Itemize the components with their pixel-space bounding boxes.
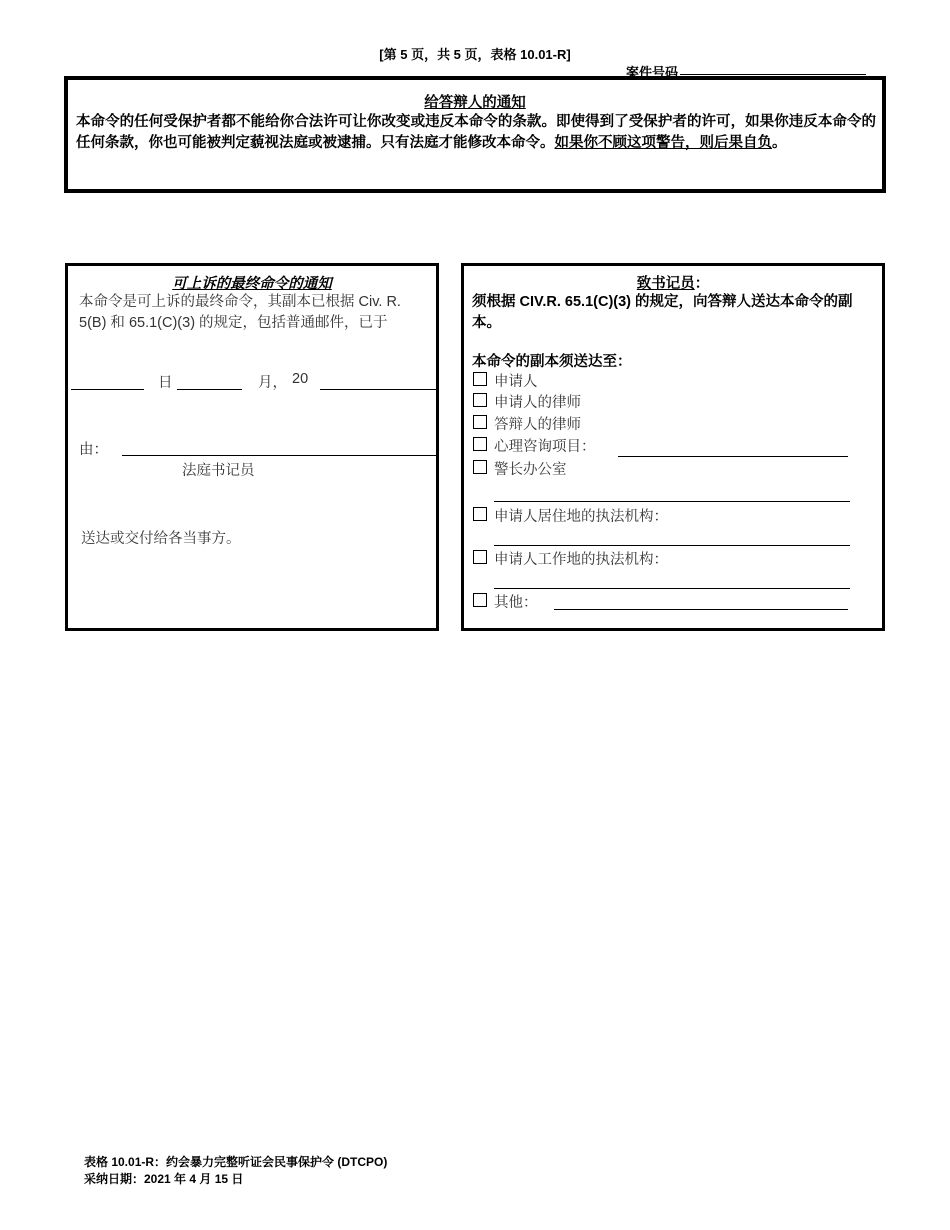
petitioner-attorney-label: 申请人的律师 xyxy=(494,395,581,411)
counseling-program-checkbox[interactable] xyxy=(473,437,487,451)
notice-end: 。 xyxy=(772,135,787,151)
clerk-title-text: 致书记员 xyxy=(636,276,695,292)
year-prefix: 20 xyxy=(292,371,309,387)
counseling-program-label: 心理咨询项目： xyxy=(494,439,596,455)
clerk-panel xyxy=(461,263,885,631)
work-agency-checkbox[interactable] xyxy=(473,550,487,564)
residence-agency-label: 申请人居住地的执法机构： xyxy=(494,509,668,525)
petitioner-checkbox[interactable] xyxy=(473,372,487,386)
day-label: 日 xyxy=(158,375,173,391)
case-number-field[interactable] xyxy=(680,74,866,75)
month-field[interactable] xyxy=(177,389,242,390)
copies-label: 本命令的副本须送达至： xyxy=(472,354,632,370)
court-clerk-label: 法庭书记员 xyxy=(182,463,255,479)
counseling-program-field[interactable] xyxy=(618,456,848,457)
served-text: 送达或交付给各当事方。 xyxy=(81,531,241,547)
appeal-title: 可上诉的最终命令的通知 xyxy=(172,276,332,292)
appeal-body: 本命令是可上诉的最终命令，其副本已根据 Civ. R. 5(B) 和 65.1(C)(3) 的规定，包括普通邮件，已于 xyxy=(79,294,401,331)
residence-agency-checkbox[interactable] xyxy=(473,507,487,521)
work-agency-field[interactable] xyxy=(494,588,850,589)
case-number-label: 案件号码 xyxy=(626,65,679,80)
other-field[interactable] xyxy=(554,609,848,610)
sheriff-office-label: 警长办公室 xyxy=(494,462,567,478)
day-field[interactable] xyxy=(71,389,144,390)
clerk-title xyxy=(464,272,882,293)
petitioner-attorney-checkbox[interactable] xyxy=(473,393,487,407)
appealable-order-panel xyxy=(65,263,439,631)
notice-to-respondent-box xyxy=(64,76,886,193)
other-checkbox[interactable] xyxy=(473,593,487,607)
clerk-title-colon: ： xyxy=(694,276,710,292)
other-label: 其他： xyxy=(494,595,538,611)
notice-warning: 如果你不顾这项警告，则后果自负 xyxy=(554,135,772,151)
clerk-instruction: 须根据 CIV.R. 65.1(C)(3) 的规定，向答辩人送达本命令的副本。 xyxy=(472,294,853,331)
work-agency-label: 申请人工作地的执法机构： xyxy=(494,552,668,568)
notice-body-text: 本命令的任何受保护者都不能给你合法许可让你改变或违反本命令的条款。即使得到了受保护者的许可，如果你违反本命令的任何条款，你也可能被判定藐视法庭或被逮捕。只有法庭才能修改本命令。 xyxy=(76,114,876,151)
petitioner-label: 申请人 xyxy=(494,374,538,390)
respondent-attorney-checkbox[interactable] xyxy=(473,415,487,429)
page-info: [第 5 页，共 5 页，表格 10.01-R] xyxy=(379,47,571,62)
clerk-signature-line[interactable] xyxy=(122,455,439,456)
year-field[interactable] xyxy=(320,389,439,390)
footer-adopted-date: 采纳日期：2021 年 4 月 15 日 xyxy=(84,1172,244,1186)
by-label: 由： xyxy=(79,442,108,458)
residence-agency-field[interactable] xyxy=(494,545,850,546)
notice-title: 给答辩人的通知 xyxy=(424,95,526,111)
respondent-attorney-label: 答辩人的律师 xyxy=(494,417,581,433)
notice-body xyxy=(76,112,876,154)
month-label: 月， xyxy=(258,375,287,391)
sheriff-office-checkbox[interactable] xyxy=(473,460,487,474)
footer-form-title: 表格 10.01-R：约会暴力完整听证会民事保护令 (DTCPO) xyxy=(84,1155,388,1169)
residence-agency-top-line[interactable] xyxy=(494,501,850,502)
